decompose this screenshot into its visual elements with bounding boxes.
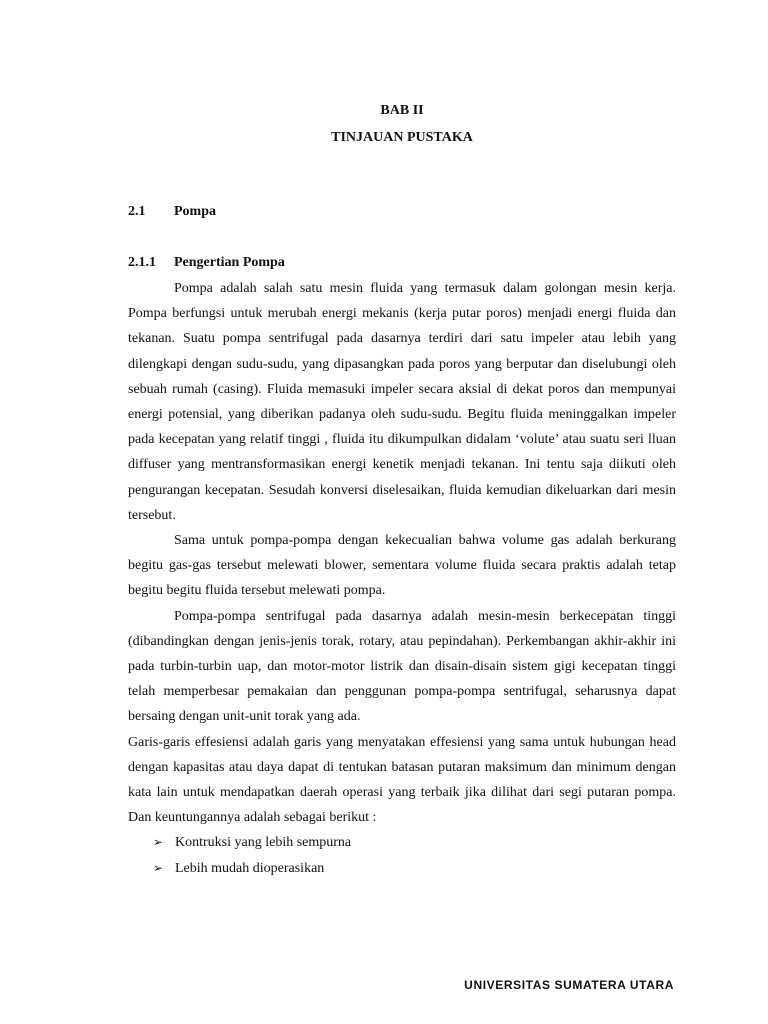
section-title: Pompa <box>174 204 216 219</box>
section-number: 2.1 <box>128 204 146 219</box>
paragraph: Pompa-pompa sentrifugal pada dasarnya adalah mesin-mesin berkecepatan tinggi (dibandingkan dengan jenis-jenis torak, rotary, atau pepindahan). Perkembangan akhir-akhir ini pada turbin-turbin uap, dan motor-motor listrik dan disain-disain sistem gigi kecepatan tinggi telah memperbesar pemakaian dan penggunan pompa-pompa sentrifugal, seharusnya dapat bersaing dengan unit-unit torak yang ada. <box>128 608 676 725</box>
section-heading <box>128 204 216 220</box>
paragraph: Sama untuk pompa-pompa dengan kekecualian bahwa volume gas adalah berkurang begitu gas-gas tersebut melewati blower, sementara volume fluida secara praktis adalah tetap begitu begitu fluida tersebut melewati pompa. <box>128 533 676 599</box>
chapter-label: BAB II <box>380 103 424 118</box>
subsection-title: Pengertian Pompa <box>174 255 285 270</box>
subsection-heading <box>128 255 285 271</box>
list-item <box>153 830 676 855</box>
list-item-text: Lebih mudah dioperasikan <box>175 860 325 876</box>
arrow-bullet-icon: ➢ <box>153 860 164 875</box>
arrow-bullet-icon: ➢ <box>153 835 164 850</box>
paragraph: Pompa adalah salah satu mesin fluida yang termasuk dalam golongan mesin kerja. Pompa berfungsi untuk merubah energi mekanis (kerja putar poros) menjadi energi fluida dan tekanan. Suatu pompa sentrifugal pada dasarnya terdiri dari satu impeler atau lebih yang dilengkapi dengan sudu-sudu, yang dipasangkan pada poros yang berputar dan diselubungi oleh sebuah rumah (casing). Fluida memasuki impeler secara aksial di dekat poros dan mempunyai energi potensial, yang diberikan padanya oleh sudu-sudu. Begitu fluida meninggalkan impeler pada kecepatan yang relatif tinggi , fluida itu dikumpulkan didalam ‘volute’ atau suatu seri lluan diffuser yang mentransformasikan energi kenetik menjadi tekanan. Ini tentu saja diikuti oleh pengurangan kecepatan. Sesudah konversi diselesaikan, fluida kemudian dikeluarkan dari mesin tersebut. <box>128 281 676 523</box>
chapter-title: TINJAUAN PUSTAKA <box>331 130 473 145</box>
list-item <box>153 856 676 881</box>
paragraph: Garis-garis effesiensi adalah garis yang menyatakan effesiensi yang sama untuk hubungan head dengan kapasitas atau daya dapat di tentukan batasan putaran maksimum dan minimum dengan kata lain untuk mendapatkan daerah operasi yang terbaik jika dilihat dari segi putaran pompa. Dan keuntungannya adalah sebagai berikut : <box>128 734 676 826</box>
footer-university: UNIVERSITAS SUMATERA UTARA <box>464 978 674 992</box>
subsection-number: 2.1.1 <box>128 255 156 270</box>
list-item-text: Kontruksi yang lebih sempurna <box>175 835 352 851</box>
bullet-list <box>128 830 676 880</box>
body-text <box>128 276 676 881</box>
